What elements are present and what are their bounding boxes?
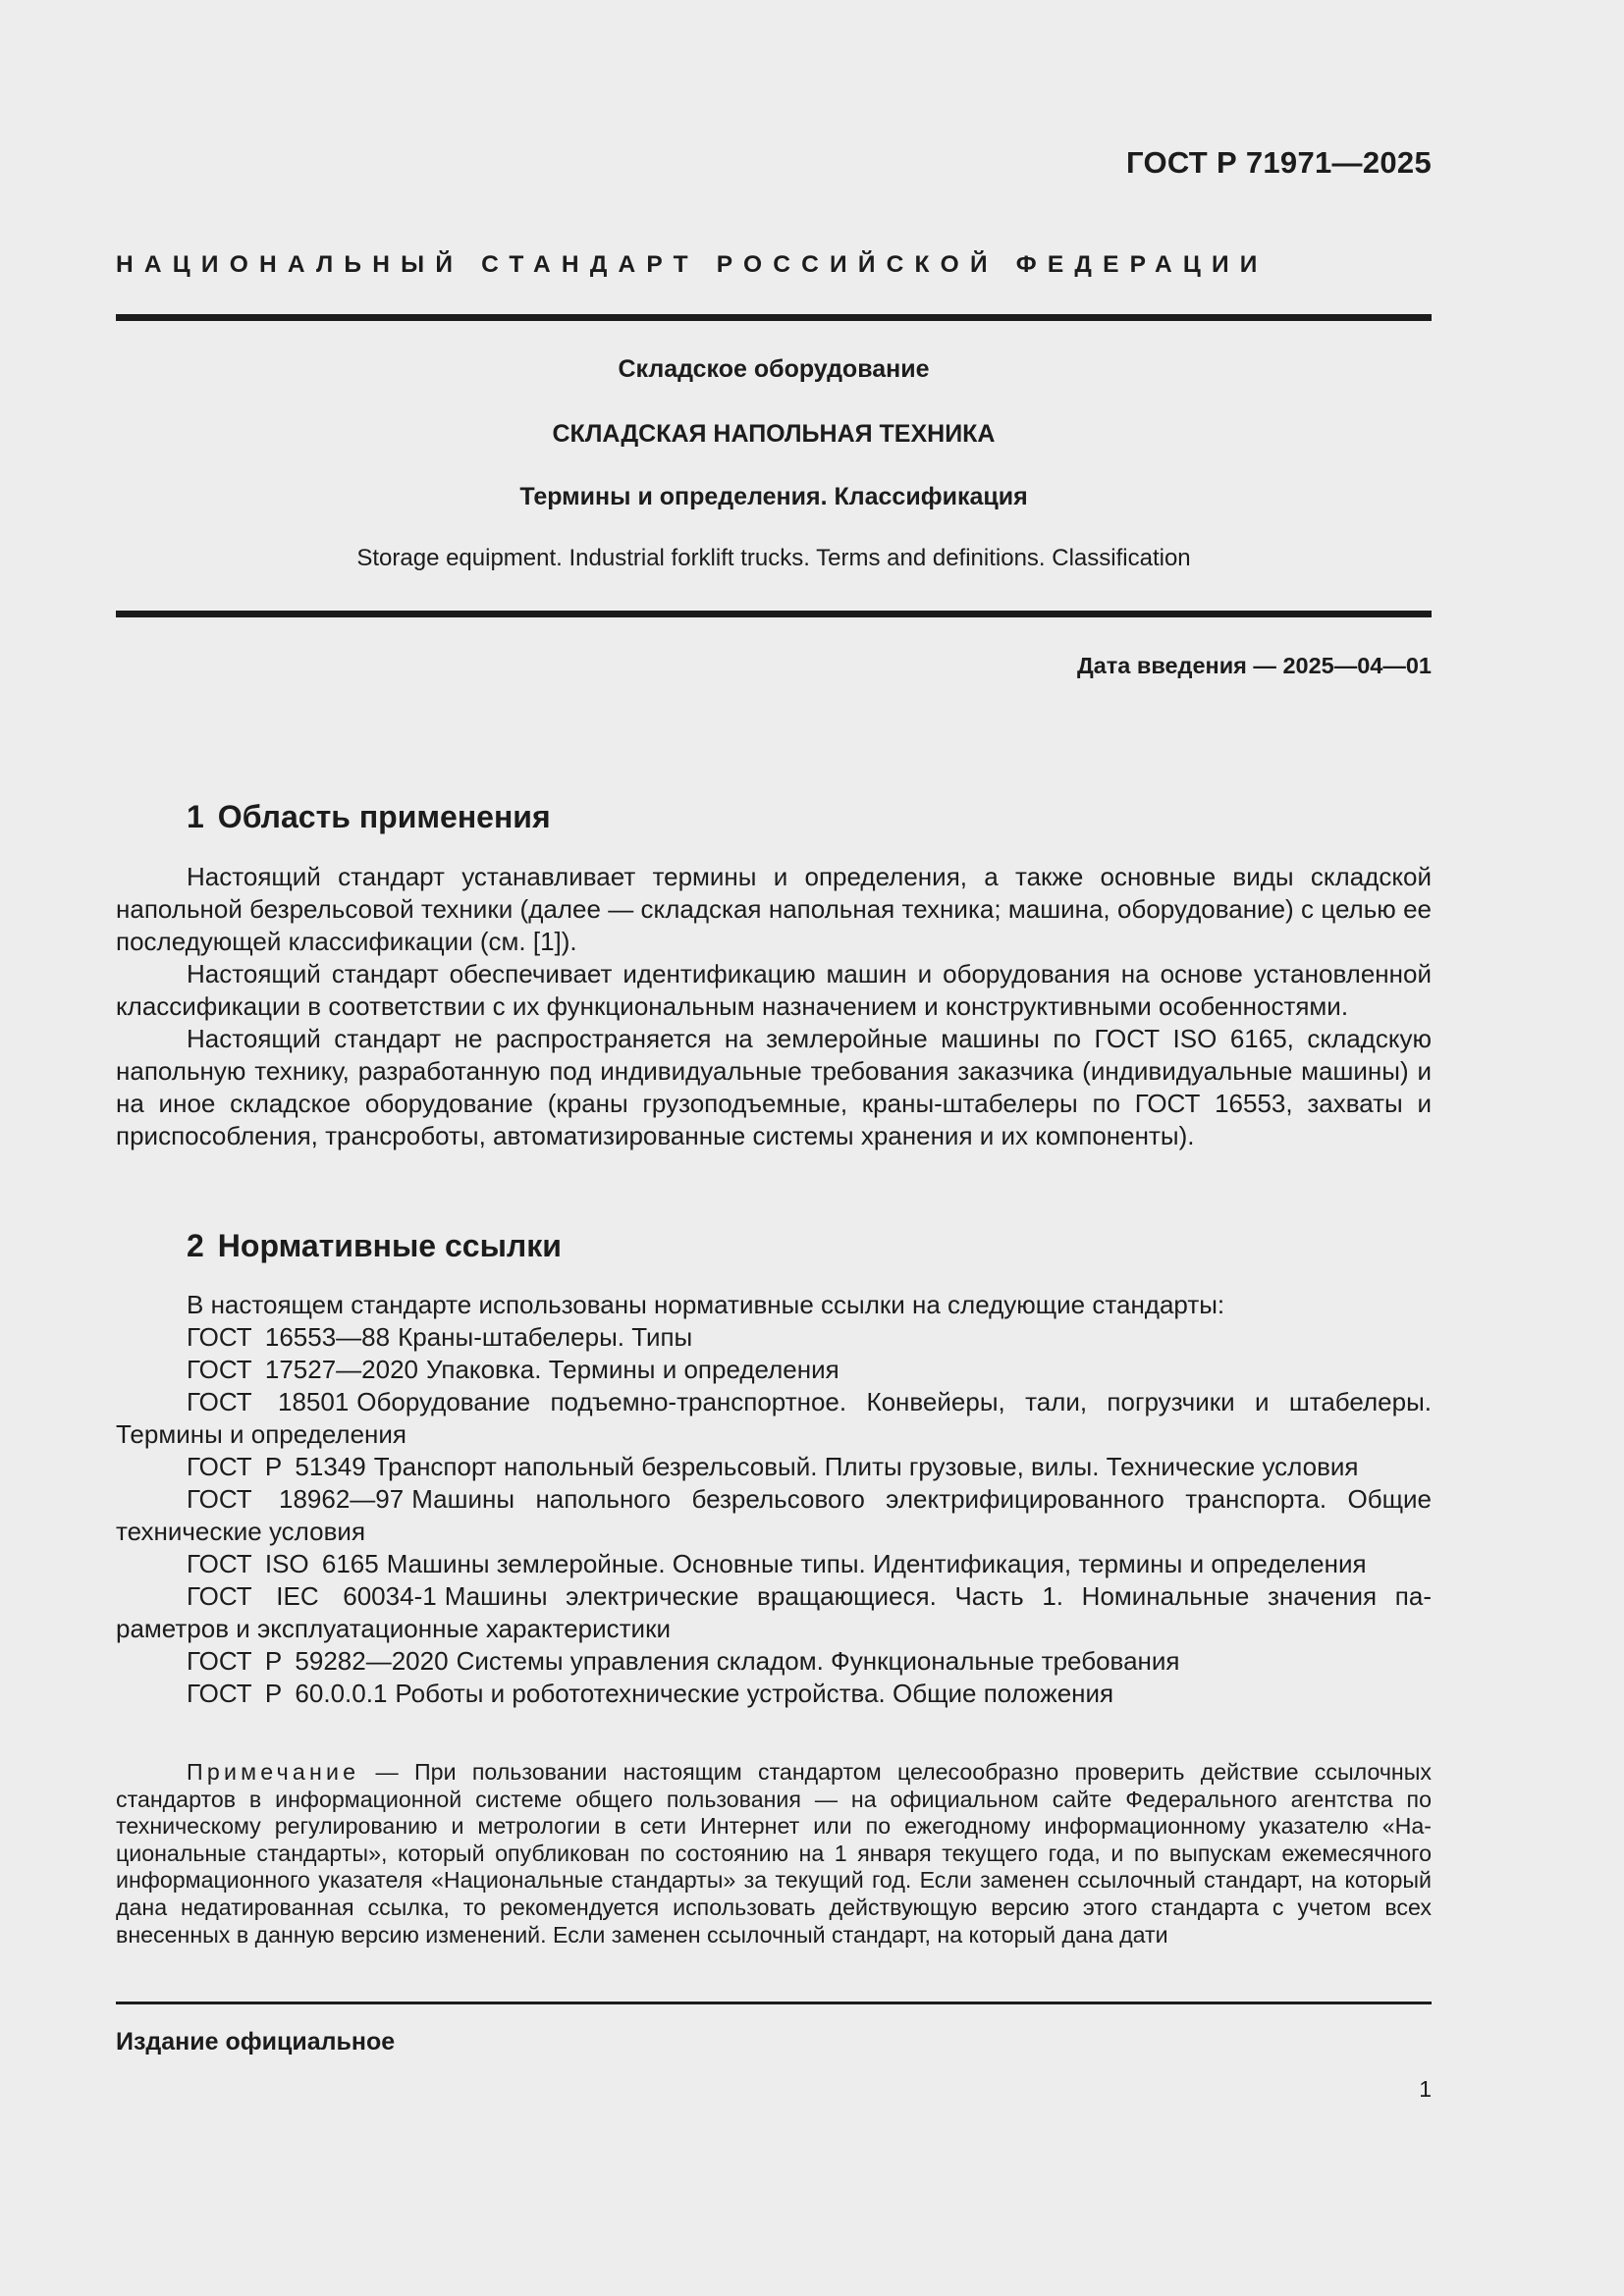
reference-item [116,1483,1432,1548]
note-label: Примечание [187,1759,360,1785]
section-number: 2 [187,1228,204,1263]
reference-item [116,1386,1432,1451]
section-title: Нормативные ссылки [217,1228,562,1263]
standard-title: СКЛАДСКАЯ НАПОЛЬНАЯ ТЕХНИКА [552,420,996,448]
section-heading-scope [187,799,551,835]
introduction-date: Дата введения — 2025—04—01 [1076,653,1432,678]
reference-code: ГОСТ Р 51349 [187,1452,366,1481]
official-edition-label: Издание официальное [116,2028,396,2056]
reference-item [116,1645,1432,1678]
top-divider [116,314,1432,321]
scope-paragraph: Настоящий стандарт устанавливает термины и определения, а также основные виды складской напольной безрельсовой техники (далее — складская напольная техника; машина, оборудование) с целью ее последующей классификации (см. [1]). [116,862,1432,956]
scope-text [116,861,1432,1152]
reference-title: Машины электрические вращающиеся. Часть 1. Номинальные значения параметров и эксплуатационные характеристики [116,1581,1432,1643]
reference-item [116,1321,1432,1354]
reference-title: Транспорт напольный безрельсовый. Плиты грузовые, вилы. Технические условия [373,1452,1359,1481]
scope-paragraph: Настоящий стандарт не распространяется на землеройные машины по ГОСТ ISO 6165, складскую напольную технику, разработанную под индивидуальные требования заказчика (индивидуальные машины) и на иное складское оборудование (краны грузоподъемные, краны-штабелеры по ГОСТ 16553, захваты и приспособления, трансроботы, автоматизированные системы хранения и их компоненты). [116,1024,1432,1150]
reference-item [116,1580,1432,1645]
reference-title: Упаковка. Термины и определения [426,1355,839,1384]
normative-references [116,1289,1432,1710]
document-code: ГОСТ Р 71971—2025 [1126,145,1432,180]
references-note [116,1759,1432,1949]
reference-title: Краны-штабелеры. Типы [398,1322,693,1352]
reference-title: Машины землеройные. Основные типы. Идентификация, термины и определения [386,1549,1367,1578]
reference-code: ГОСТ IEC 60034-1 [187,1581,437,1611]
reference-item [116,1451,1432,1483]
page-number: 1 [1419,2076,1432,2102]
reference-item [116,1548,1432,1580]
standard-subtitle: Термины и определения. Классификация [519,483,1028,510]
section-number: 1 [187,799,204,834]
section-title: Область применения [217,799,551,834]
reference-code: ГОСТ Р 60.0.0.1 [187,1679,388,1708]
scope-paragraph: Настоящий стандарт обеспечивает идентификацию машин и оборудования на основе установленной классификации в соответствии с их функциональным назначением и конструктивными особенностями. [116,959,1432,1021]
standard-category: Складское оборудование [618,355,930,383]
references-intro: В настоящем стандарте использованы нормативные ссылки на следующие стандарты: [187,1290,1225,1319]
reference-code: ГОСТ 16553—88 [187,1322,391,1352]
reference-title: Оборудование подъемно-транспортное. Конвейеры, тали, погрузчики и штабелеры. Термины и определения [116,1387,1432,1449]
footer-divider [116,2002,1432,2004]
reference-code: ГОСТ 18501 [187,1387,350,1416]
reference-title: Роботы и робототехнические устройства. Общие положения [395,1679,1114,1708]
reference-title: Системы управления складом. Функциональные требования [456,1646,1180,1676]
reference-code: ГОСТ 18962—97 [187,1484,405,1514]
section-heading-references [187,1228,562,1264]
document-page [116,0,1432,2296]
title-divider [116,611,1432,617]
national-standard-banner: НАЦИОНАЛЬНЫЙ СТАНДАРТ РОССИЙСКОЙ ФЕДЕРАЦИИ [116,251,1269,278]
reference-code: ГОСТ ISO 6165 [187,1549,379,1578]
english-title: Storage equipment. Industrial forklift trucks. Terms and definitions. Classification [356,545,1191,571]
reference-item [116,1678,1432,1710]
reference-code: ГОСТ 17527—2020 [187,1355,419,1384]
reference-title: Машины напольного безрельсового электрифицированного транспорта. Общие технические условия [116,1484,1432,1546]
reference-code: ГОСТ Р 59282—2020 [187,1646,449,1676]
note-text: — При пользовании настоящим стандартом целесообразно проверить действие ссылочных стандартов в информационной системе общего пользования — на официальном сайте Федерального агентства по техническому регулированию и метрологии в сети Интернет или по ежегодному информационному указателю «Национальные стандарты», который опубликован по состоянию на 1 января текущего года, и по выпускам ежемесячного информационного указателя «Национальные стандарты» за текущий год. Если заменен ссылочный стандарт, на который дана недатированная ссылка, то рекомендуется использовать действующую версию этого стандарта с учетом всех внесенных в данную версию изменений. Если заменен ссылочный стандарт, на который дана дати [116,1759,1432,1948]
reference-item [116,1354,1432,1386]
